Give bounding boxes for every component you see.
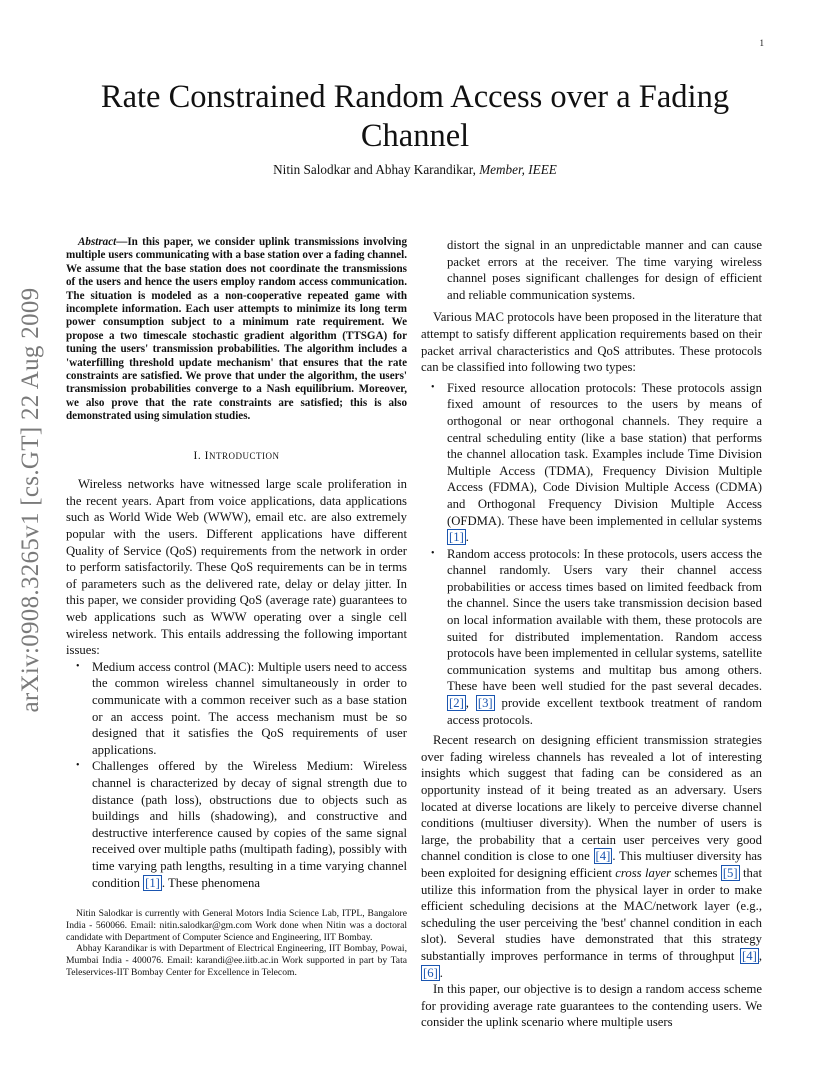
list-item-text-end: . [465, 530, 469, 545]
list-item-text: Medium access control (MAC): Multiple users need to access the common wireless channel simultaneously in order to communicate with a common receiver such as a base station or an access point. The access mechanism must be so designed that it satisfies the QoS requirements of user applications. [92, 659, 407, 757]
list-item-text: Fixed resource allocation protocols: These protocols assign fixed amount of resources to the users by means of orthogonal or near orthogonal channels. They require a central scheduling entity (like a base station) that performs the channel allocation task. Examples include Time Division Multiple Access (TDMA), Frequency Division Multiple Access (FDMA), Code Division Multiple Access (CDMA) and Orthogonal Frequency Division Multiple Access (OFDMA). These have been implemented in cellular systems [447, 380, 762, 528]
bullet-icon: • [431, 381, 435, 393]
author-line [60, 162, 770, 178]
footnotes [66, 908, 407, 979]
citation-link[interactable]: [2] [449, 696, 464, 711]
paragraph-text: . [439, 965, 443, 980]
list-item-continued: distort the signal in an unpredictable manner and can cause packet errors at the receiver. The time varying wireless channel poses significant challenges for design of efficient and reliable communication systems. [447, 238, 762, 302]
title-line-1: Rate Constrained Random Access over a Fading [100, 79, 730, 115]
author-names: Nitin Salodkar and Abhay Karandikar, [273, 162, 476, 177]
citation-link[interactable]: [6] [423, 965, 438, 980]
emphasis-text: cross layer [615, 865, 672, 880]
author-membership: Member, IEEE [479, 162, 557, 177]
list-item-text-end: . These phenomena [161, 875, 260, 890]
research-paragraph [421, 732, 762, 981]
paragraph-text: schemes [671, 865, 721, 880]
abstract [66, 236, 407, 424]
page-number: 1 [759, 38, 764, 48]
issues-list [66, 659, 407, 891]
list-item-fixed-allocation [429, 380, 762, 546]
mac-protocols-paragraph: Various MAC protocols have been proposed in the literature that attempt to satisfy different application requirements based on their packet arrival characteristics and QoS attributes. These protocols can be classified into following two types: [421, 310, 762, 375]
footnote-affiliation-1: Nitin Salodkar is currently with General Motors India Science Lab, ITPL, Bangalore India - 560066. Email: nitin.salodkar@gm.com Work done when Nitin was a doctoral candidate with Department of Computer Science and Engineering, IIT Bombay. [66, 908, 407, 943]
section-heading-introduction [66, 448, 407, 465]
paragraph-text: Recent research on designing efficient transmission strategies over fading wireless channels has revealed a lot of interesting insights which suggest that fading can be considered as an opportunity instead of it being treated as an adversary. Users located at diverse locations are likely to perceive diverse channel conditions (multiuser diversity). When the number of users is large, the probability that a certain user perceives very good channel condition is close to one [421, 733, 762, 864]
list-item-text: Random access protocols: In these protocols, users access the channel randomly. Users vary their channel access probabilities or access times based on limited feedback from the channel. Since the users take transmission decision based on local information available with them, these protocols are suited for distributed implementation. Random access protocols have been implemented in cellular systems, satellite communication systems and multitap bus among others. These have been well studied for the past several decades. [447, 546, 762, 694]
abstract-text: —In this paper, we consider uplink transmissions involving multiple users communicating with a base station over a fading channel. We assume that the base station does not coordinate the transmissions of the users and hence the users employ random access communication. The situation is modeled as a non-cooperative repeated game with incomplete information. Each user attempts to minimize its long term power consumption subject to a minimum rate requirement. We propose a two timescale stochastic gradient algorithm (TTSGA) for tuning the users' transmission probabilities. The algorithm includes a 'waterfilling threshold update mechanism' that ensures that the rate constraints are satisfied. We prove that under the algorithm, the users' transmission probabilities converge to a Nash equilibrium. Moreover, we also prove that the rate constraints are satisfied; this is also demonstrated using simulation studies. [66, 236, 407, 423]
arxiv-identifier-text: arXiv:0908.3265v1 [cs.GT] 22 Aug 2009 [17, 287, 44, 713]
left-column [66, 236, 407, 891]
citation-link[interactable]: [4] [742, 948, 757, 963]
objective-paragraph: In this paper, our objective is to design a random access scheme for providing average rate guarantees to the contending users. We consider the uplink scenario where multiple users [421, 982, 762, 1030]
citation-link[interactable]: [1] [449, 530, 464, 545]
citation-link[interactable]: [1] [145, 875, 160, 890]
paper-title [60, 78, 770, 156]
citation-link[interactable]: [4] [595, 849, 611, 864]
abstract-label: Abstract [78, 236, 117, 248]
list-item-challenges [74, 758, 407, 891]
issues-list-continued [421, 237, 762, 303]
list-item-text-sep: , [465, 696, 476, 711]
citation-link[interactable]: [5] [722, 865, 738, 880]
section-title-initial: I [204, 449, 209, 462]
arxiv-identifier [14, 285, 48, 715]
list-item-mac [74, 659, 407, 759]
intro-paragraph: Wireless networks have witnessed large scale proliferation in the recent years. Apart from voice applications, data applications such as World Wide Web (WWW), email etc. are also extremely popular with the users. Different applications have different Quality of Service (QoS) requirements from the network in order to perform satisfactorily. These QoS requirements can be in terms of parameters such as the delivered rate, delay or delay jitter. In this paper, we consider providing QoS (average rate) guarantees to web applications such as WWW operating over a single cell wireless network. This entails addressing the following important issues: [66, 477, 407, 658]
paragraph-text: , [758, 948, 762, 963]
citation-link[interactable]: [3] [477, 696, 493, 711]
list-item-random-access [429, 546, 762, 729]
section-numeral: I. [193, 449, 205, 462]
protocol-types-list [421, 380, 762, 728]
bullet-icon: • [76, 760, 80, 772]
footnote-affiliation-2: Abhay Karandikar is with Department of Electrical Engineering, IIT Bombay, Powai, Mumbai India - 400076. Email: karandi@ee.iitb.ac.in Work supported in part by Tata Teleservices-IIT Bombay Center for Excellence in Telecom. [66, 943, 407, 978]
paragraph-text: that utilize this information from the physical layer in order to make efficient scheduling decisions at the MAC/network layer (e.g., scheduling the user perceiving the 'best' channel condition in each slot). Several studies have demonstrated that this strategy substantially improves performance in terms of throughput [421, 865, 763, 963]
right-column [421, 237, 762, 1031]
bullet-icon: • [431, 547, 435, 559]
list-item-text-end: provide excellent textbook treatment of random access protocols. [447, 696, 762, 727]
bullet-icon: • [76, 660, 80, 672]
section-title-rest: NTRODUCTION [208, 450, 280, 461]
title-line-2: Channel [360, 118, 470, 154]
list-item-text: Challenges offered by the Wireless Medium: Wireless channel is characterized by decay of signal strength due to distance (path loss), obstructions due to objects such as buildings and hills (shadowing), and constructive and destructive interference caused by copies of the same signal received over multiple paths (multipath fading), possibly with time varying path lengths, resulting in a time varying channel condition [92, 759, 407, 890]
paragraph-text: . This multiuser diversity has been exploited for designing efficient [421, 849, 762, 880]
